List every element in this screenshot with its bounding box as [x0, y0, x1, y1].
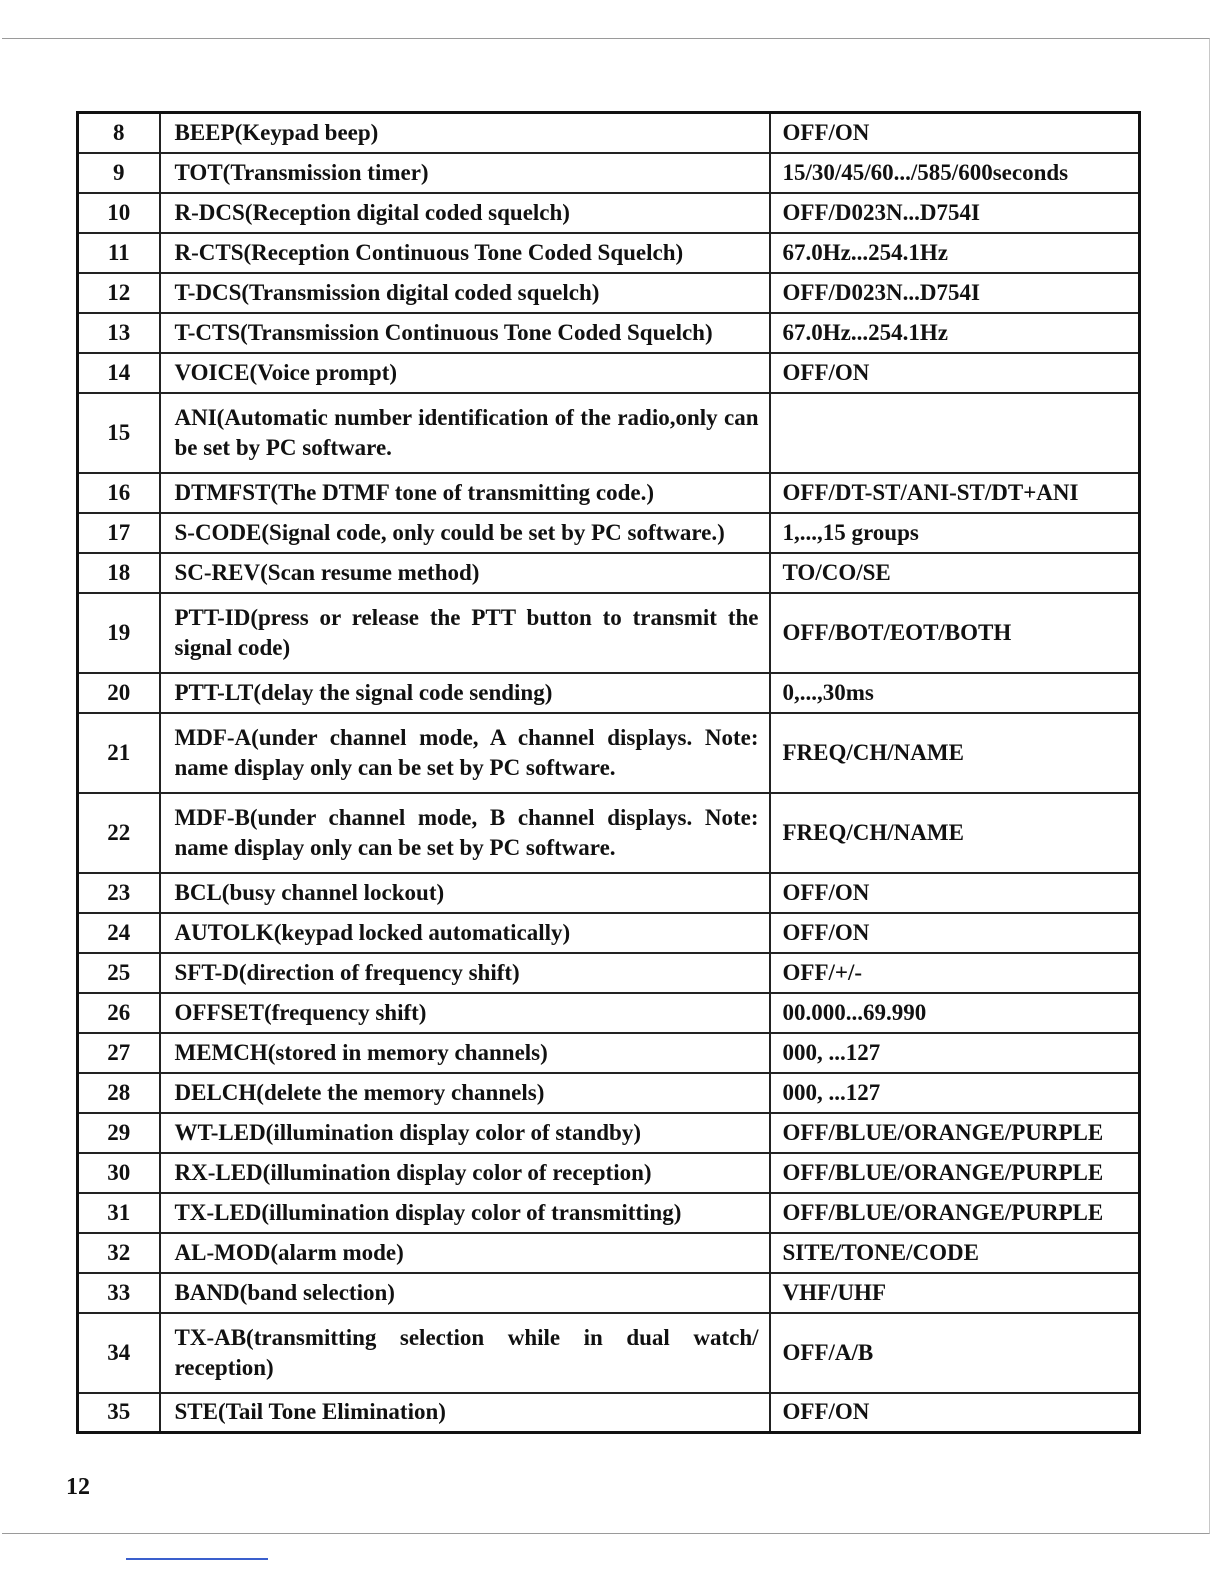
table-body: [78, 113, 1140, 1433]
function-name-cell: T-DCS(Transmission digital coded squelch): [160, 273, 770, 313]
option-values-cell: 00.000...69.990: [770, 993, 1140, 1033]
row-number-cell: 19: [78, 593, 160, 673]
option-values-cell: OFF/BLUE/ORANGE/PURPLE: [770, 1113, 1140, 1153]
table-row: [78, 273, 1140, 313]
option-values-cell: [770, 393, 1140, 473]
table-row: [78, 353, 1140, 393]
row-number-cell: 28: [78, 1073, 160, 1113]
table-row: [78, 793, 1140, 873]
option-values-cell: 1,...,15 groups: [770, 513, 1140, 553]
option-values-cell: OFF/DT-ST/ANI-ST/DT+ANI: [770, 473, 1140, 513]
row-number-cell: 21: [78, 713, 160, 793]
function-name-cell: T-CTS(Transmission Continuous Tone Coded Squelch): [160, 313, 770, 353]
table-row: [78, 1193, 1140, 1233]
table-row: [78, 473, 1140, 513]
row-number-cell: 13: [78, 313, 160, 353]
table-row: [78, 673, 1140, 713]
function-name-cell: STE(Tail Tone Elimination): [160, 1393, 770, 1433]
function-name-cell: RX-LED(illumination display color of reception): [160, 1153, 770, 1193]
function-name-cell: TOT(Transmission timer): [160, 153, 770, 193]
function-name-cell: R-DCS(Reception digital coded squelch): [160, 193, 770, 233]
row-number-cell: 31: [78, 1193, 160, 1233]
table-row: [78, 193, 1140, 233]
table-row: [78, 593, 1140, 673]
option-values-cell: 67.0Hz...254.1Hz: [770, 233, 1140, 273]
row-number-cell: 27: [78, 1033, 160, 1073]
row-number-cell: 16: [78, 473, 160, 513]
function-name-cell: DTMFST(The DTMF tone of transmitting code.): [160, 473, 770, 513]
option-values-cell: OFF/D023N...D754I: [770, 273, 1140, 313]
option-values-cell: OFF/BLUE/ORANGE/PURPLE: [770, 1153, 1140, 1193]
row-number-cell: 20: [78, 673, 160, 713]
row-number-cell: 22: [78, 793, 160, 873]
function-name-cell: MDF-A(under channel mode, A channel displays. Note: name display only can be set by PC software.: [160, 713, 770, 793]
row-number-cell: 26: [78, 993, 160, 1033]
function-name-cell: DELCH(delete the memory channels): [160, 1073, 770, 1113]
table-row: [78, 873, 1140, 913]
function-name-cell: BCL(busy channel lockout): [160, 873, 770, 913]
option-values-cell: FREQ/CH/NAME: [770, 713, 1140, 793]
table-row: [78, 113, 1140, 153]
option-values-cell: OFF/A/B: [770, 1313, 1140, 1393]
table-row: [78, 553, 1140, 593]
row-number-cell: 30: [78, 1153, 160, 1193]
bottom-link-underline: [126, 1558, 268, 1560]
row-number-cell: 35: [78, 1393, 160, 1433]
option-values-cell: 0,...,30ms: [770, 673, 1140, 713]
table-row: [78, 913, 1140, 953]
function-name-cell: MDF-B(under channel mode, B channel displays. Note: name display only can be set by PC software.: [160, 793, 770, 873]
option-values-cell: OFF/D023N...D754I: [770, 193, 1140, 233]
row-number-cell: 11: [78, 233, 160, 273]
option-values-cell: FREQ/CH/NAME: [770, 793, 1140, 873]
row-number-cell: 33: [78, 1273, 160, 1313]
function-name-cell: ANI(Automatic number identification of the radio,only can be set by PC software.: [160, 393, 770, 473]
table-row: [78, 1233, 1140, 1273]
function-name-cell: TX-AB(transmitting selection while in dual watch/ reception): [160, 1313, 770, 1393]
table-row: [78, 713, 1140, 793]
row-number-cell: 34: [78, 1313, 160, 1393]
function-name-cell: OFFSET(frequency shift): [160, 993, 770, 1033]
option-values-cell: SITE/TONE/CODE: [770, 1233, 1140, 1273]
function-name-cell: WT-LED(illumination display color of standby): [160, 1113, 770, 1153]
table-row: [78, 153, 1140, 193]
option-values-cell: OFF/ON: [770, 913, 1140, 953]
table-row: [78, 1153, 1140, 1193]
function-name-cell: SC-REV(Scan resume method): [160, 553, 770, 593]
row-number-cell: 10: [78, 193, 160, 233]
table-row: [78, 1033, 1140, 1073]
function-name-cell: BEEP(Keypad beep): [160, 113, 770, 153]
table-row: [78, 313, 1140, 353]
row-number-cell: 15: [78, 393, 160, 473]
row-number-cell: 8: [78, 113, 160, 153]
table-row: [78, 1273, 1140, 1313]
row-number-cell: 32: [78, 1233, 160, 1273]
function-name-cell: AUTOLK(keypad locked automatically): [160, 913, 770, 953]
table-row: [78, 1073, 1140, 1113]
row-number-cell: 29: [78, 1113, 160, 1153]
menu-settings-table: [76, 111, 1141, 1434]
option-values-cell: OFF/ON: [770, 113, 1140, 153]
option-values-cell: OFF/ON: [770, 1393, 1140, 1433]
option-values-cell: OFF/ON: [770, 873, 1140, 913]
option-values-cell: 15/30/45/60.../585/600seconds: [770, 153, 1140, 193]
row-number-cell: 12: [78, 273, 160, 313]
table-row: [78, 1313, 1140, 1393]
option-values-cell: TO/CO/SE: [770, 553, 1140, 593]
function-name-cell: R-CTS(Reception Continuous Tone Coded Squelch): [160, 233, 770, 273]
function-name-cell: SFT-D(direction of frequency shift): [160, 953, 770, 993]
function-name-cell: BAND(band selection): [160, 1273, 770, 1313]
option-values-cell: VHF/UHF: [770, 1273, 1140, 1313]
row-number-cell: 17: [78, 513, 160, 553]
option-values-cell: OFF/+/-: [770, 953, 1140, 993]
option-values-cell: 000, ...127: [770, 1033, 1140, 1073]
option-values-cell: OFF/BOT/EOT/BOTH: [770, 593, 1140, 673]
table-row: [78, 1393, 1140, 1433]
option-values-cell: OFF/BLUE/ORANGE/PURPLE: [770, 1193, 1140, 1233]
row-number-cell: 18: [78, 553, 160, 593]
option-values-cell: OFF/ON: [770, 353, 1140, 393]
function-name-cell: S-CODE(Signal code, only could be set by PC software.): [160, 513, 770, 553]
row-number-cell: 25: [78, 953, 160, 993]
table-row: [78, 993, 1140, 1033]
row-number-cell: 23: [78, 873, 160, 913]
function-name-cell: TX-LED(illumination display color of transmitting): [160, 1193, 770, 1233]
page-number: 12: [66, 1474, 90, 1500]
table-row: [78, 953, 1140, 993]
function-name-cell: AL-MOD(alarm mode): [160, 1233, 770, 1273]
row-number-cell: 24: [78, 913, 160, 953]
row-number-cell: 9: [78, 153, 160, 193]
function-name-cell: PTT-LT(delay the signal code sending): [160, 673, 770, 713]
table-row: [78, 393, 1140, 473]
table-row: [78, 513, 1140, 553]
option-values-cell: 000, ...127: [770, 1073, 1140, 1113]
table-row: [78, 1113, 1140, 1153]
table-row: [78, 233, 1140, 273]
option-values-cell: 67.0Hz...254.1Hz: [770, 313, 1140, 353]
row-number-cell: 14: [78, 353, 160, 393]
function-name-cell: PTT-ID(press or release the PTT button to transmit the signal code): [160, 593, 770, 673]
function-name-cell: MEMCH(stored in memory channels): [160, 1033, 770, 1073]
function-name-cell: VOICE(Voice prompt): [160, 353, 770, 393]
